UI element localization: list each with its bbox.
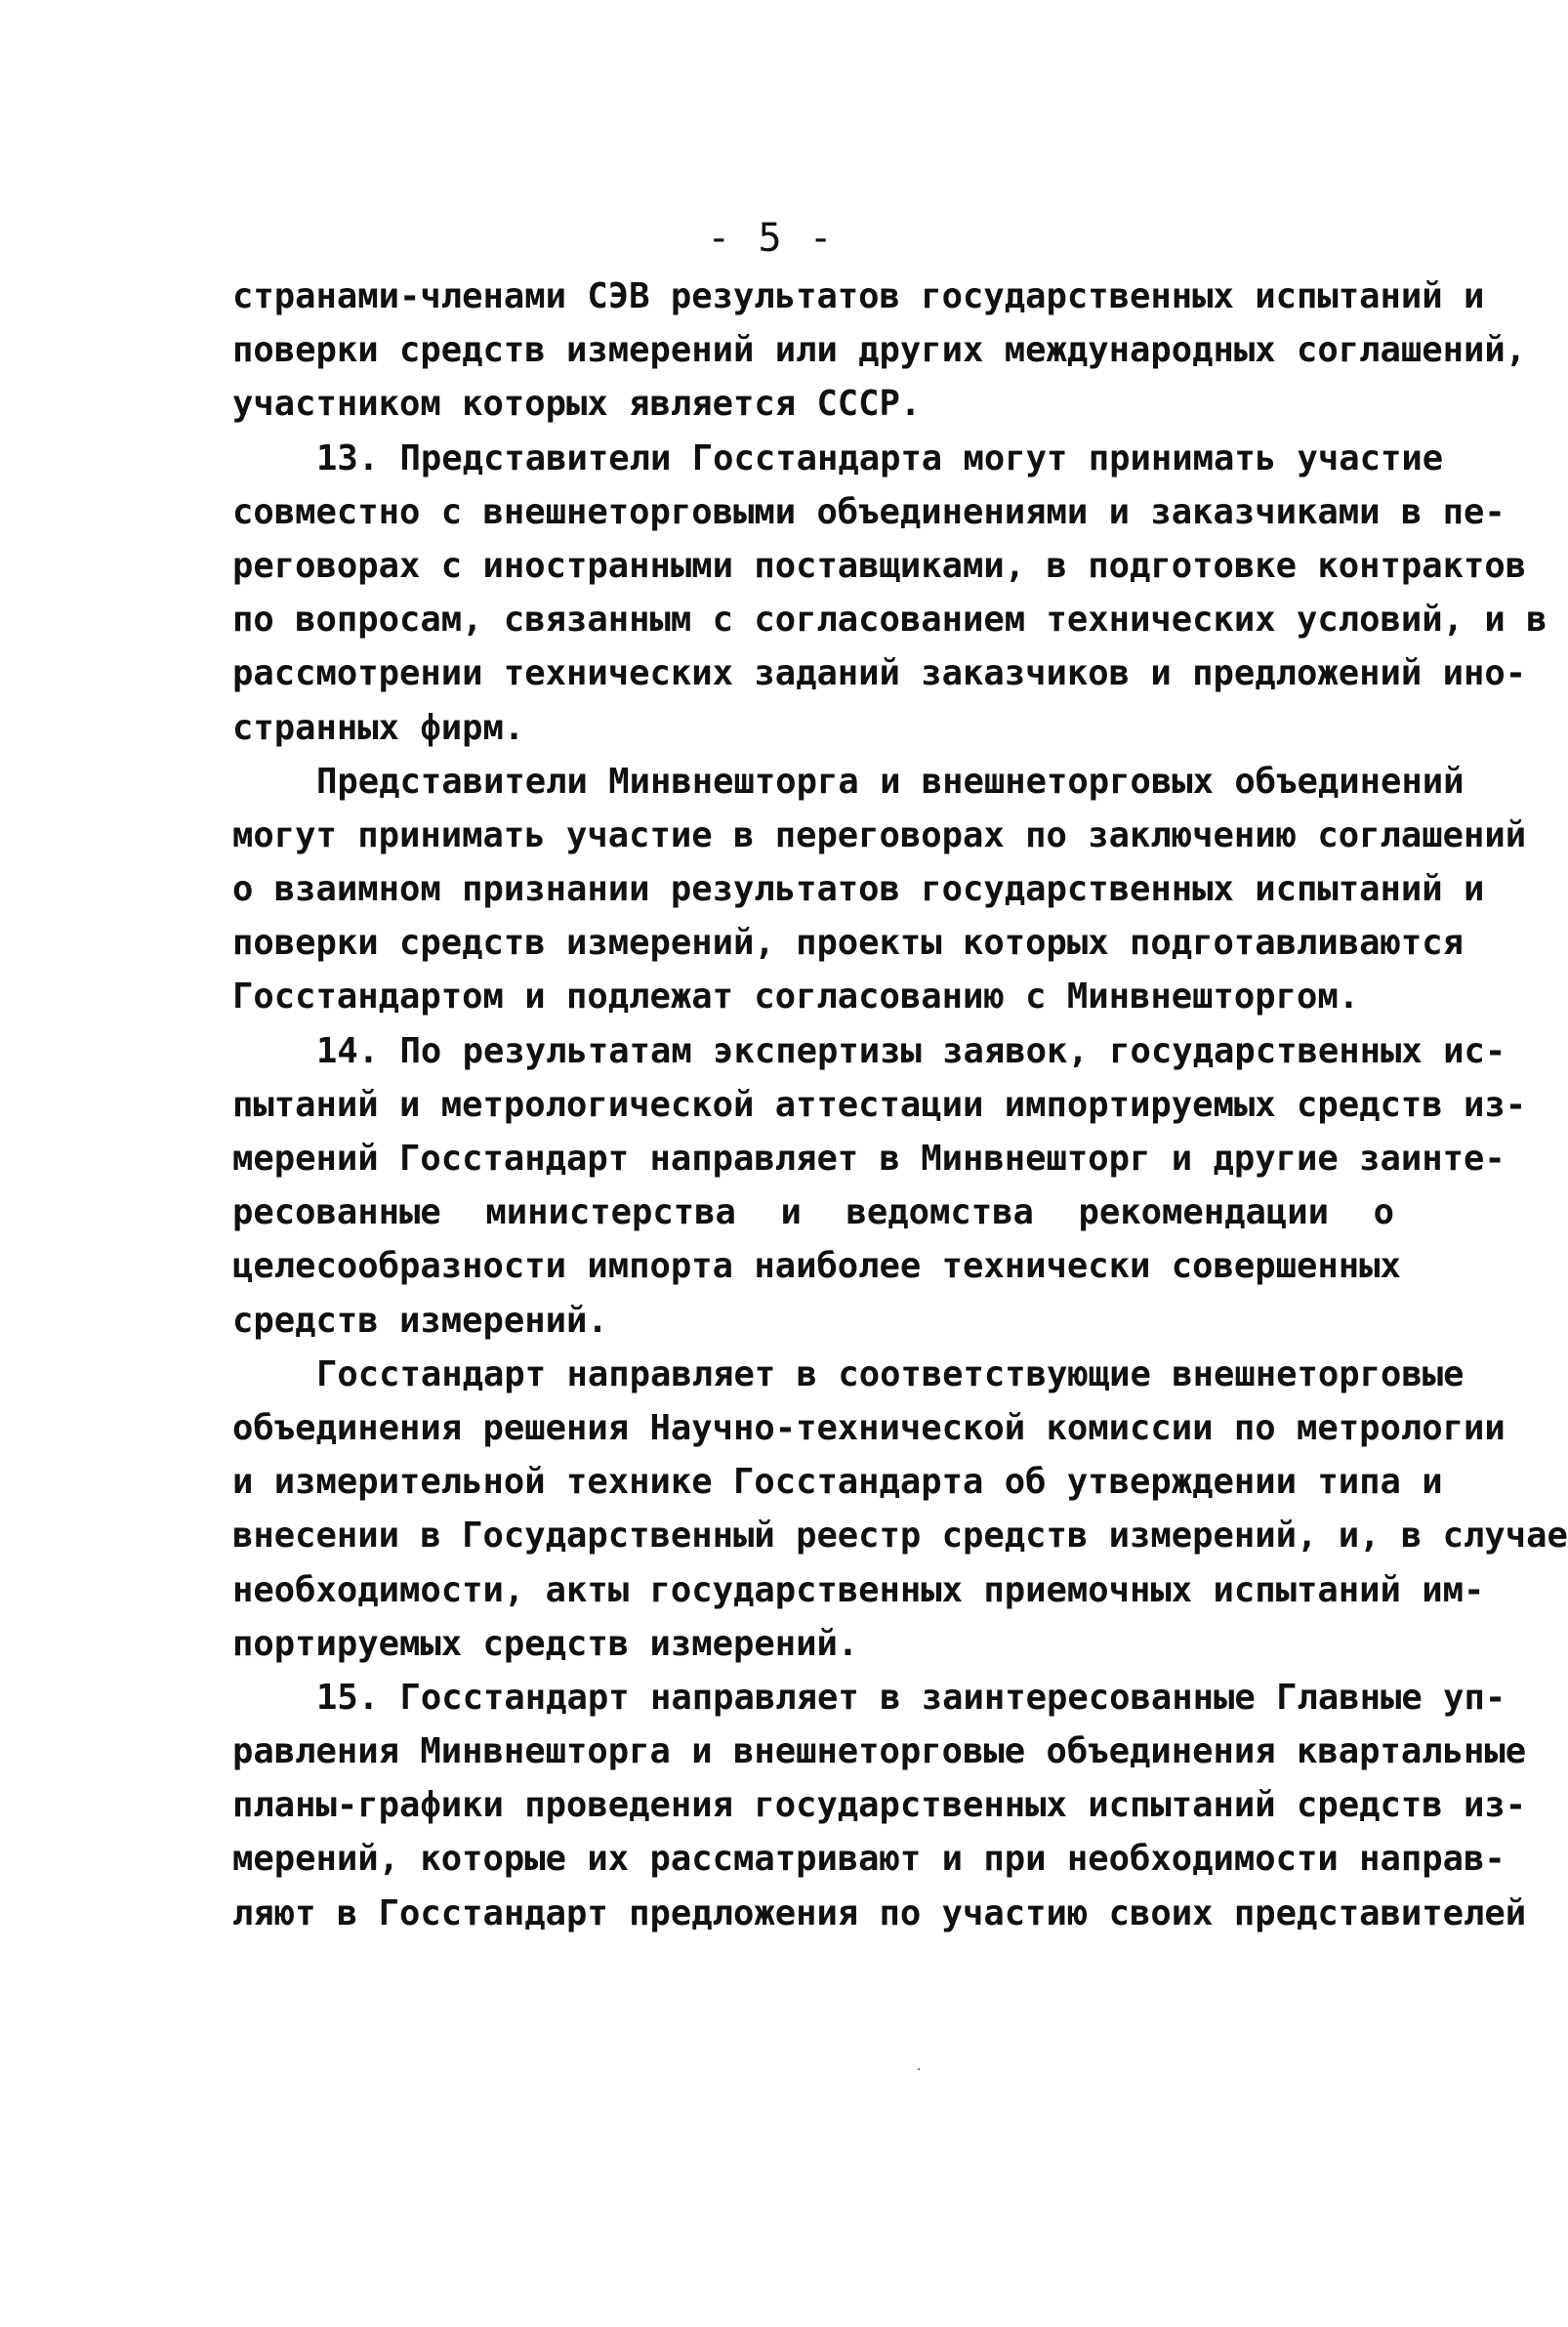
text-line: равления Минвнешторга и внешнеторговые объединения квартальные	[232, 1731, 1527, 1772]
text-line: объединения решения Научно-технической комиссии по метрологии	[232, 1407, 1506, 1448]
text-line: мерений Госстандарт направляет в Минвнешторг и другие заинте-	[232, 1139, 1506, 1179]
text-line: планы-графики проведения государственных испытаний средств из-	[232, 1785, 1527, 1826]
text-line: необходимости, акты государственных приемочных испытаний им-	[232, 1569, 1485, 1610]
text-line: внесении в Государственный реестр средств измерений, и, в случае	[232, 1516, 1568, 1557]
text-line: странных фирм.	[232, 707, 525, 748]
text-line: 14. По результатам экспертизы заявок, государственных ис-	[316, 1030, 1506, 1071]
text-line: ляют в Госстандарт предложения по участию своих представителей	[232, 1892, 1527, 1933]
text-line: по вопросам, связанным с согласованием технических условий, и в	[232, 600, 1547, 641]
text-line: странами-членами СЭВ результатов государственных испытаний и	[232, 276, 1485, 316]
text-line: средств измерений.	[232, 1300, 608, 1341]
paragraph	[232, 755, 1527, 1024]
text-line: и измерительной технике Госстандарта об утверждении типа и	[232, 1462, 1443, 1503]
text-line: пытаний и метрологической аттестации импортируемых средств из-	[232, 1084, 1527, 1125]
text-line: поверки средств измерений, проекты которых подготавливаются	[232, 923, 1464, 964]
text-line: Госстандарт направляет в соответствующие внешнеторговые	[316, 1353, 1465, 1394]
scan-speck	[918, 2068, 920, 2070]
text-line: целесообразности импорта наиболее технически совершенных	[232, 1246, 1401, 1287]
text-line: мерений, которые их рассматривают и при необходимости направ-	[232, 1839, 1506, 1880]
paragraph	[232, 270, 1527, 432]
text-line: портируемых средств измерений.	[232, 1623, 859, 1664]
text-line: реговорах с иностранными поставщиками, в подготовке контрактов	[232, 545, 1527, 586]
body-text	[232, 270, 1568, 1940]
text-line: 13. Представители Госстандарта могут принимать участие	[316, 437, 1444, 478]
paragraph-item-15	[232, 1671, 1527, 1940]
text-line: Представители Минвнешторга и внешнеторговых объединений	[316, 761, 1465, 802]
text-line: участником которых является СССР.	[232, 384, 922, 425]
text-line: совместно с внешнеторговыми объединениями и заказчиками в пе-	[232, 491, 1506, 532]
page-number: - 5 -	[707, 216, 835, 261]
text-line: рассмотрении технических заданий заказчиков и предложений ино-	[232, 653, 1527, 694]
text-line: могут принимать участие в переговорах по заключению соглашений	[232, 814, 1527, 855]
text-line: поверки средств измерений или других международных соглашений,	[232, 330, 1527, 371]
text-line: ресованные министерства и ведомства рекомендации о	[232, 1192, 1394, 1233]
paragraph	[232, 1348, 1568, 1671]
text-line: 15. Госстандарт направляет в заинтересованные Главные уп-	[316, 1677, 1506, 1718]
paragraph-item-14	[232, 1024, 1527, 1348]
text-line: Госстандартом и подлежат согласованию с Минвнешторгом.	[232, 977, 1360, 1018]
text-line: о взаимном признании результатов государственных испытаний и	[232, 869, 1485, 910]
paragraph-item-13	[232, 432, 1547, 755]
